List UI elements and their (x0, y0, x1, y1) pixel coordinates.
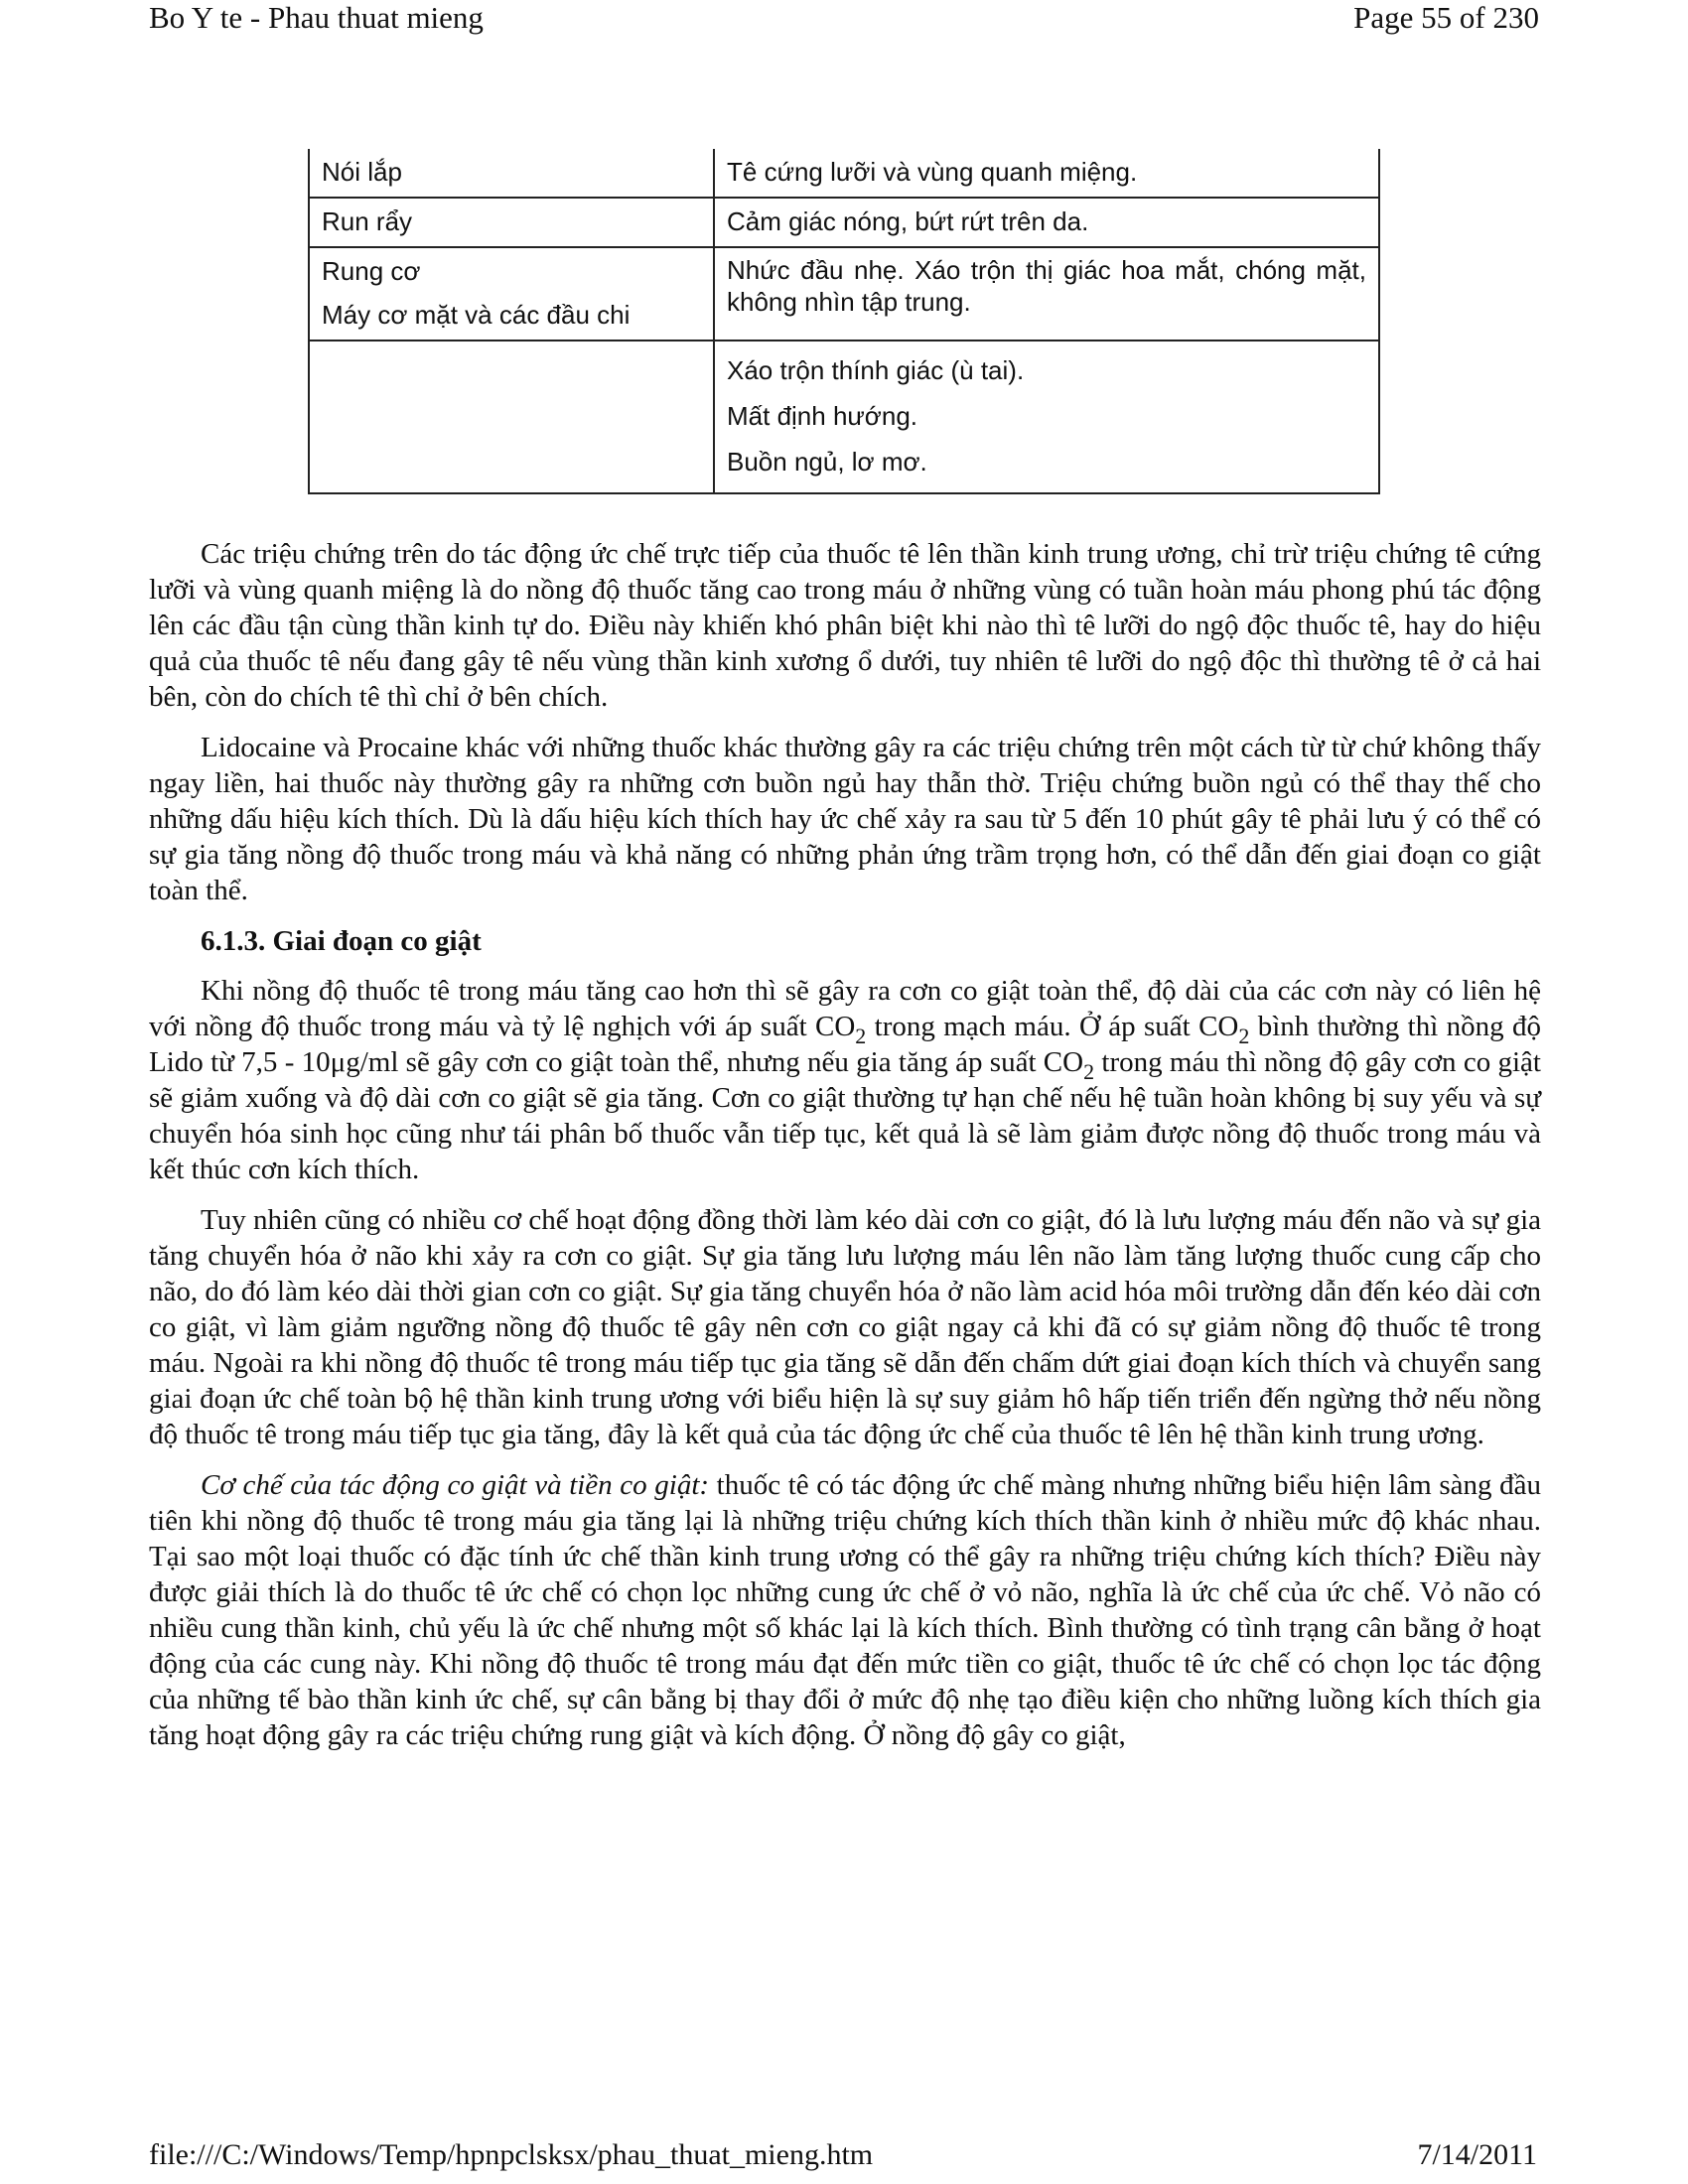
paragraph-text: Khi nồng độ thuốc tê trong máu tăng cao hơn thì sẽ gây ra cơn co giật toàn thể, độ dài của các cơn này có liên hệ với nồng độ thuốc trong máu và tỷ lệ nghịch với áp suất CO (149, 975, 1541, 1042)
subscript: 2 (855, 1024, 867, 1048)
cell-text: Cảm giác nóng, bứt rứt trên da. (727, 206, 1089, 236)
table-cell: Nhức đầu nhẹ. Xáo trộn thị giác hoa mắt, chóng mặt, không nhìn tập trung. (714, 247, 1379, 341)
table-cell (714, 149, 1379, 198)
table-row (309, 247, 1379, 341)
print-date: 7/14/2011 (1417, 2138, 1537, 2171)
cell-text: Tê cứng lưỡi và vùng quanh miệng. (727, 157, 1138, 187)
table-row (309, 341, 1379, 493)
paragraph (149, 1467, 1541, 1753)
paragraph: Các triệu chứng trên do tác động ức chế trực tiếp của thuốc tê lên thần kinh trung ương, chỉ trừ triệu chứng tê cứng lưỡi và vùng quanh miệng là do nồng độ thuốc tăng cao trong máu ở những vùng có tuần hoàn máu phong phú tác động lên các đầu tận cùng thần kinh tự do. Điều này khiến khó phân biệt khi nào thì tê lưỡi do ngộ độc thuốc tê, hay do hiệu quả của thuốc tê nếu đang gây tê nếu vùng thần kinh xương ổ dưới, tuy nhiên tê lưỡi do ngộ độc thì thường tê ở cả hai bên, còn do chích tê thì chỉ ở bên chích. (149, 538, 1541, 713)
italic-lead: Cơ chế của tác động co giật và tiền co giật: (201, 1469, 710, 1501)
cell-text: Rung cơ (322, 256, 421, 286)
page-number: Page 55 of 230 (1353, 0, 1539, 35)
article-body (149, 536, 1541, 1768)
table-row (309, 149, 1379, 198)
paragraph-text: trong mạch máu. Ở áp suất CO (866, 1011, 1239, 1042)
paragraph-text: thuốc tê có tác động ức chế màng nhưng những biểu hiện lâm sàng đầu tiên khi nồng độ thuốc tê trong máu gia tăng lại là những triệu chứng kích thích thần kinh ở nhiều mức độ khác nhau. Tại sao một loại thuốc có đặc tính ức chế thần kinh trung ương có thể gây ra những triệu chứng kích thích? Điều này được giải thích là do thuốc tê ức chế có chọn lọc những cung ức chế ở vỏ não, nghĩa là ức chế của ức chế. Vỏ não có nhiều cung thần kinh, chủ yếu là ức chế nhưng một số khác lại là kích thích. Bình thường có tình trạng cân bằng ở hoạt động của các cung này. Khi nồng độ thuốc tê trong máu đạt đến mức tiền co giật, thuốc tê ức chế có chọn lọc tác động của những tế bào thần kinh ức chế, sự cân bằng bị thay đổi ở mức độ nhẹ tạo điều kiện cho những luồng kích thích gia tăng hoạt động gây ra các triệu chứng rung giật và kích động. Ở nồng độ gây co giật, (149, 1469, 1541, 1751)
table-cell (714, 198, 1379, 247)
paragraph (149, 973, 1541, 1187)
cell-text: Máy cơ mặt và các đầu chi (322, 300, 631, 330)
table-cell (309, 149, 714, 198)
subscript: 2 (1238, 1024, 1250, 1048)
table-cell (714, 341, 1379, 493)
paragraph: Lidocaine và Procaine khác với những thuốc khác thường gây ra các triệu chứng trên một cách từ từ chứ không thấy ngay liền, hai thuốc này thường gây ra những cơn buồn ngủ hay thẫn thờ. Triệu chứng buồn ngủ có thể thay thế cho những dấu hiệu kích thích. Dù là dấu hiệu kích thích hay ức chế xảy ra sau từ 5 đến 10 phút gây tê phải lưu ý có thể có sự gia tăng nồng độ thuốc trong máu và khả năng có những phản ứng trầm trọng hơn, có thể dẫn đến giai đoạn co giật toàn thể. (149, 732, 1541, 906)
section-heading: 6.1.3. Giai đoạn co giật (201, 925, 482, 957)
paragraph-text: trong máu thì nồng độ gây cơn co giật sẽ giảm xuống và độ dài cơn co giật sẽ gia tăng. Cơn co giật thường tự hạn chế nếu hệ tuần hoàn không bị suy yếu và sự chuyển hóa sinh học cũng như tái phân bố thuốc vẫn tiếp tục, kết quả là sẽ làm giảm được nồng độ thuốc trong máu và kết thúc cơn kích thích. (149, 1046, 1541, 1185)
cell-text: Mất định hướng. (727, 401, 918, 431)
cell-text: Xáo trộn thính giác (ù tai). (727, 355, 1025, 385)
cell-text: Nói lắp (322, 157, 402, 187)
table-cell (309, 198, 714, 247)
file-path: file:///C:/Windows/Temp/hpnpclsksx/phau_thuat_mieng.htm (149, 2138, 874, 2171)
cell-text: Buồn ngủ, lơ mơ. (727, 447, 927, 477)
paragraph-text: bình thường thì nồng độ Lido từ 7,5 - 10μg/ml sẽ gây cơn co giật toàn thể, nhưng nếu gia tăng áp suất CO (149, 1011, 1541, 1078)
header-title: Bo Y te - Phau thuat mieng (149, 0, 484, 35)
symptom-table (308, 149, 1380, 494)
paragraph: Tuy nhiên cũng có nhiều cơ chế hoạt động đồng thời làm kéo dài cơn co giật, đó là lưu lượng máu đến não và sự gia tăng chuyển hóa ở não khi xảy ra cơn co giật. Sự gia tăng lưu lượng máu lên não làm tăng lượng thuốc cung cấp cho não, do đó làm kéo dài thời gian cơn co giật. Sự gia tăng chuyển hóa ở não làm acid hóa môi trường dẫn đến kéo dài cơn co giật, vì làm giảm ngưỡng nồng độ thuốc tê gây nên cơn co giật ngay cả khi đã có sự giảm nồng độ thuốc tê trong máu. Ngoài ra khi nồng độ thuốc tê trong máu tiếp tục gia tăng sẽ dẫn đến chấm dứt giai đoạn kích thích và chuyển sang giai đoạn ức chế toàn bộ hệ thần kinh trung ương với biểu hiện là sự suy giảm hô hấp tiến triển đến ngừng thở nếu nồng độ thuốc tê trong máu tiếp tục gia tăng, đây là kết quả của tác động ức chế của thuốc tê lên hệ thần kinh trung ương. (149, 1204, 1541, 1450)
table-cell (309, 247, 714, 341)
table-row (309, 198, 1379, 247)
table-cell (309, 341, 714, 493)
subscript: 2 (1083, 1059, 1095, 1084)
cell-text: Run rẩy (322, 206, 413, 236)
